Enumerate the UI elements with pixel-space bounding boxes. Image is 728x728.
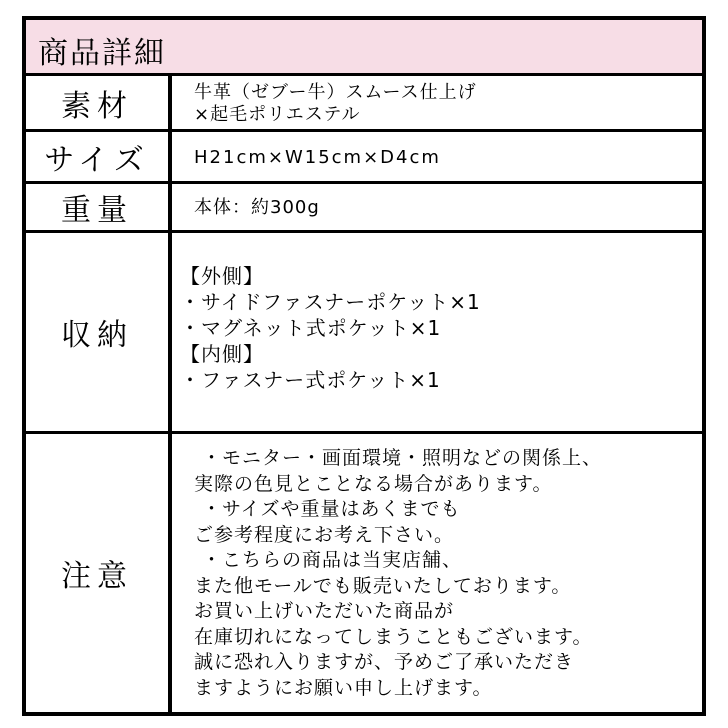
row-label: 素材 <box>26 76 172 129</box>
row-label: 重量 <box>26 184 172 230</box>
value-line: お買い上げいただいた商品が <box>194 600 455 622</box>
value-line: 誠に恐れ入りますが、予めご了承いただき <box>194 651 575 673</box>
value-line: ・サイズや重量はあくまでも <box>202 498 461 520</box>
value-line: 実際の色見とことなる場合があります。 <box>194 472 553 495</box>
value-line: ・こちらの商品は当実店舗、 <box>202 549 463 571</box>
row-size <box>26 132 702 184</box>
value-line: ・モニター・画面環境・照明などの関係上、 <box>202 447 603 469</box>
row-label: 収納 <box>26 233 172 431</box>
value-line: 【内側】 <box>180 342 264 366</box>
row-value <box>172 233 702 431</box>
title-bar <box>26 20 702 76</box>
value-line: ・マグネット式ポケット×1 <box>180 316 442 340</box>
page-title: 商品詳細 <box>38 36 166 71</box>
value-line: ・サイドファスナーポケット×1 <box>180 290 481 314</box>
product-details-table <box>22 16 706 716</box>
row-label: 注意 <box>26 434 172 712</box>
row-material <box>26 76 702 132</box>
value-line: ご参考程度にお考え下さい。 <box>194 523 455 546</box>
value-line: ますようにお願い申し上げます。 <box>194 676 493 699</box>
row-label: サイズ <box>26 132 172 181</box>
value-line: 在庫切れになってしまうこともございます。 <box>194 625 593 648</box>
value-line: ・ファスナー式ポケット×1 <box>180 368 441 392</box>
row-value <box>172 76 702 129</box>
value-line: また他モールでも販売いたしております。 <box>194 574 572 597</box>
value-line: ×起毛ポリエステル <box>194 104 361 125</box>
row-storage <box>26 233 702 434</box>
value-line: 本体：約300g <box>194 197 320 218</box>
value-line: 【外側】 <box>180 264 264 288</box>
row-notice <box>26 434 702 712</box>
value-line: H21cm×W15cm×D4cm <box>194 147 441 168</box>
row-value <box>172 434 702 712</box>
value-line: 牛革（ゼブー牛）スムース仕上げ <box>194 82 477 103</box>
row-value <box>172 184 702 230</box>
row-weight <box>26 184 702 233</box>
row-value <box>172 132 702 181</box>
